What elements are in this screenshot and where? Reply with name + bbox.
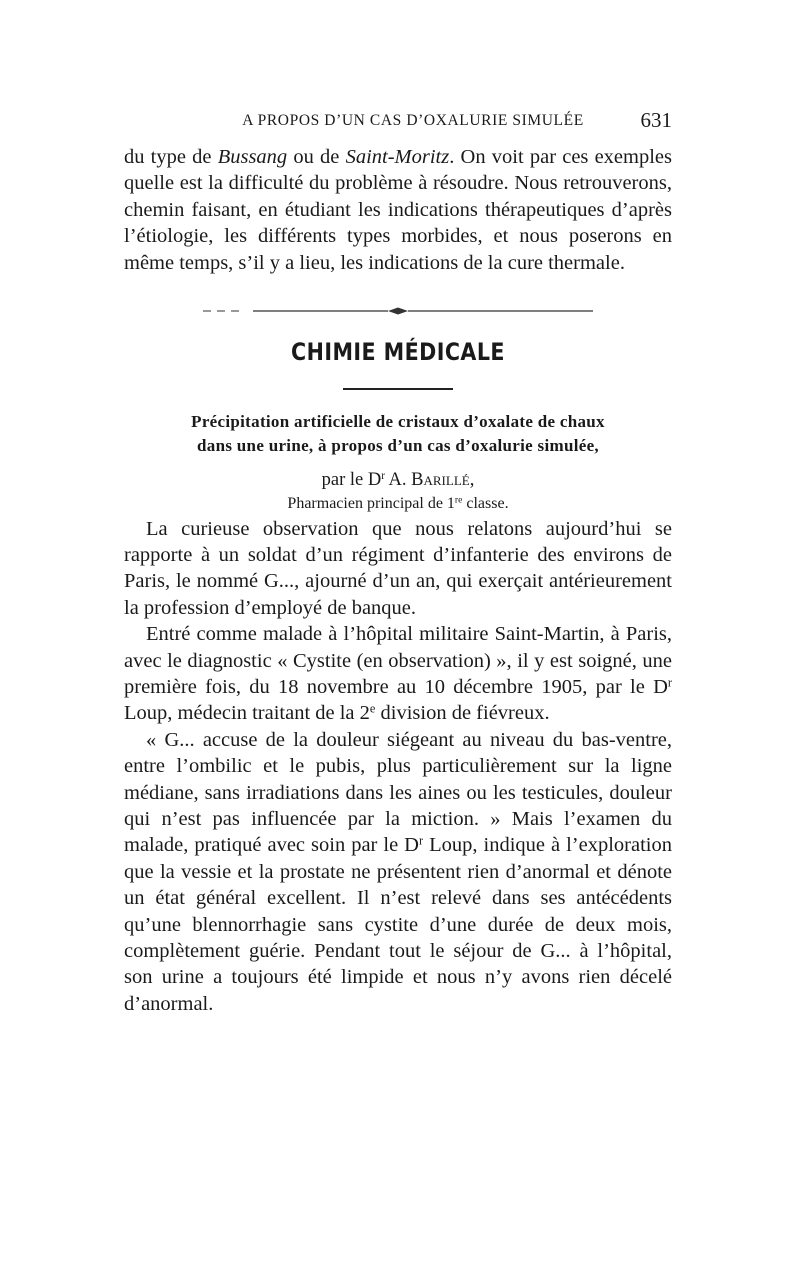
book-page [124,108,672,1017]
author-affiliation: Pharmacien principal de 1re classe. [287,494,509,512]
page-number: 631 [640,108,672,132]
paragraph: Entré comme malade à l’hôpital militaire Saint-Martin, à Paris, avec le diagnostic « Cystite (en observation) », il y est soigné, une première fois, du 18 novembre au 10 décembre 1905, par le $D^r$ Loup, médecin traitant de la 2e division de fiévreux. [124,623,672,725]
author-byline: par le $D^r$ A. Barillé, [321,469,475,490]
place-name: Bussang [217,146,288,168]
running-head [124,108,672,144]
title-rule [343,388,453,390]
paragraph: La curieuse observation que nous relatons aujourd’hui se rapporte à un soldat d’un régiment d’infanterie des environs de Paris, le nommé G..., ajourné d’un an, qui exerçait antérieurement la profession d’employé de banque. [124,517,672,619]
place-name: Saint-Moritz [345,146,450,168]
section-title: CHIMIE MÉDICALE [291,338,505,367]
article-title-line: dans une urine, à propos d’un cas d’oxalurie simulée, [197,435,599,455]
author-name: Barillé [411,469,470,490]
paragraph: « G... accuse de la douleur siégeant au niveau du bas-ventre, entre l’ombilic et le pubis, plus particulièrement sur la ligne médiane, sans irradiations dans les aines ou les testicules, douleur qui n’est pas influencée par la miction. » Mais l’examen du malade, pratiqué avec soin par le $D^r$ Loup, indique à l’exploration que la vessie et la prostate ne présentent rien d’anormal et dénote un état général excellent. Il n’est relevé dans ses antécédents qu’une blennorrhagie sans cystite d’une durée de deux mois, complètement guérie. Pendant tout le séjour de G... à l’hôpital, son urine a toujours été limpide et nous n’y avons rien décelé d’anormal. [124,728,672,1015]
article-title-line: Précipitation artificielle de cristaux d’oxalate de chaux [191,411,605,431]
intro-paragraph: du type de Bussang ou de Saint-Moritz. On voit par ces exemples quelle est la difficulté du problème à résoudre. Nous retrouverons, chemin faisant, en étudiant les indications thérapeutiques d’après l’étiologie, les différents types morbides, et nous poserons en même temps, s’il y a lieu, les indications de la cure thermale. [124,146,672,274]
section-divider-ornament [203,306,593,316]
article-title [124,410,672,458]
running-head-title: A PROPOS D’UN CAS D’OXALURIE SIMULÉE [242,112,584,129]
